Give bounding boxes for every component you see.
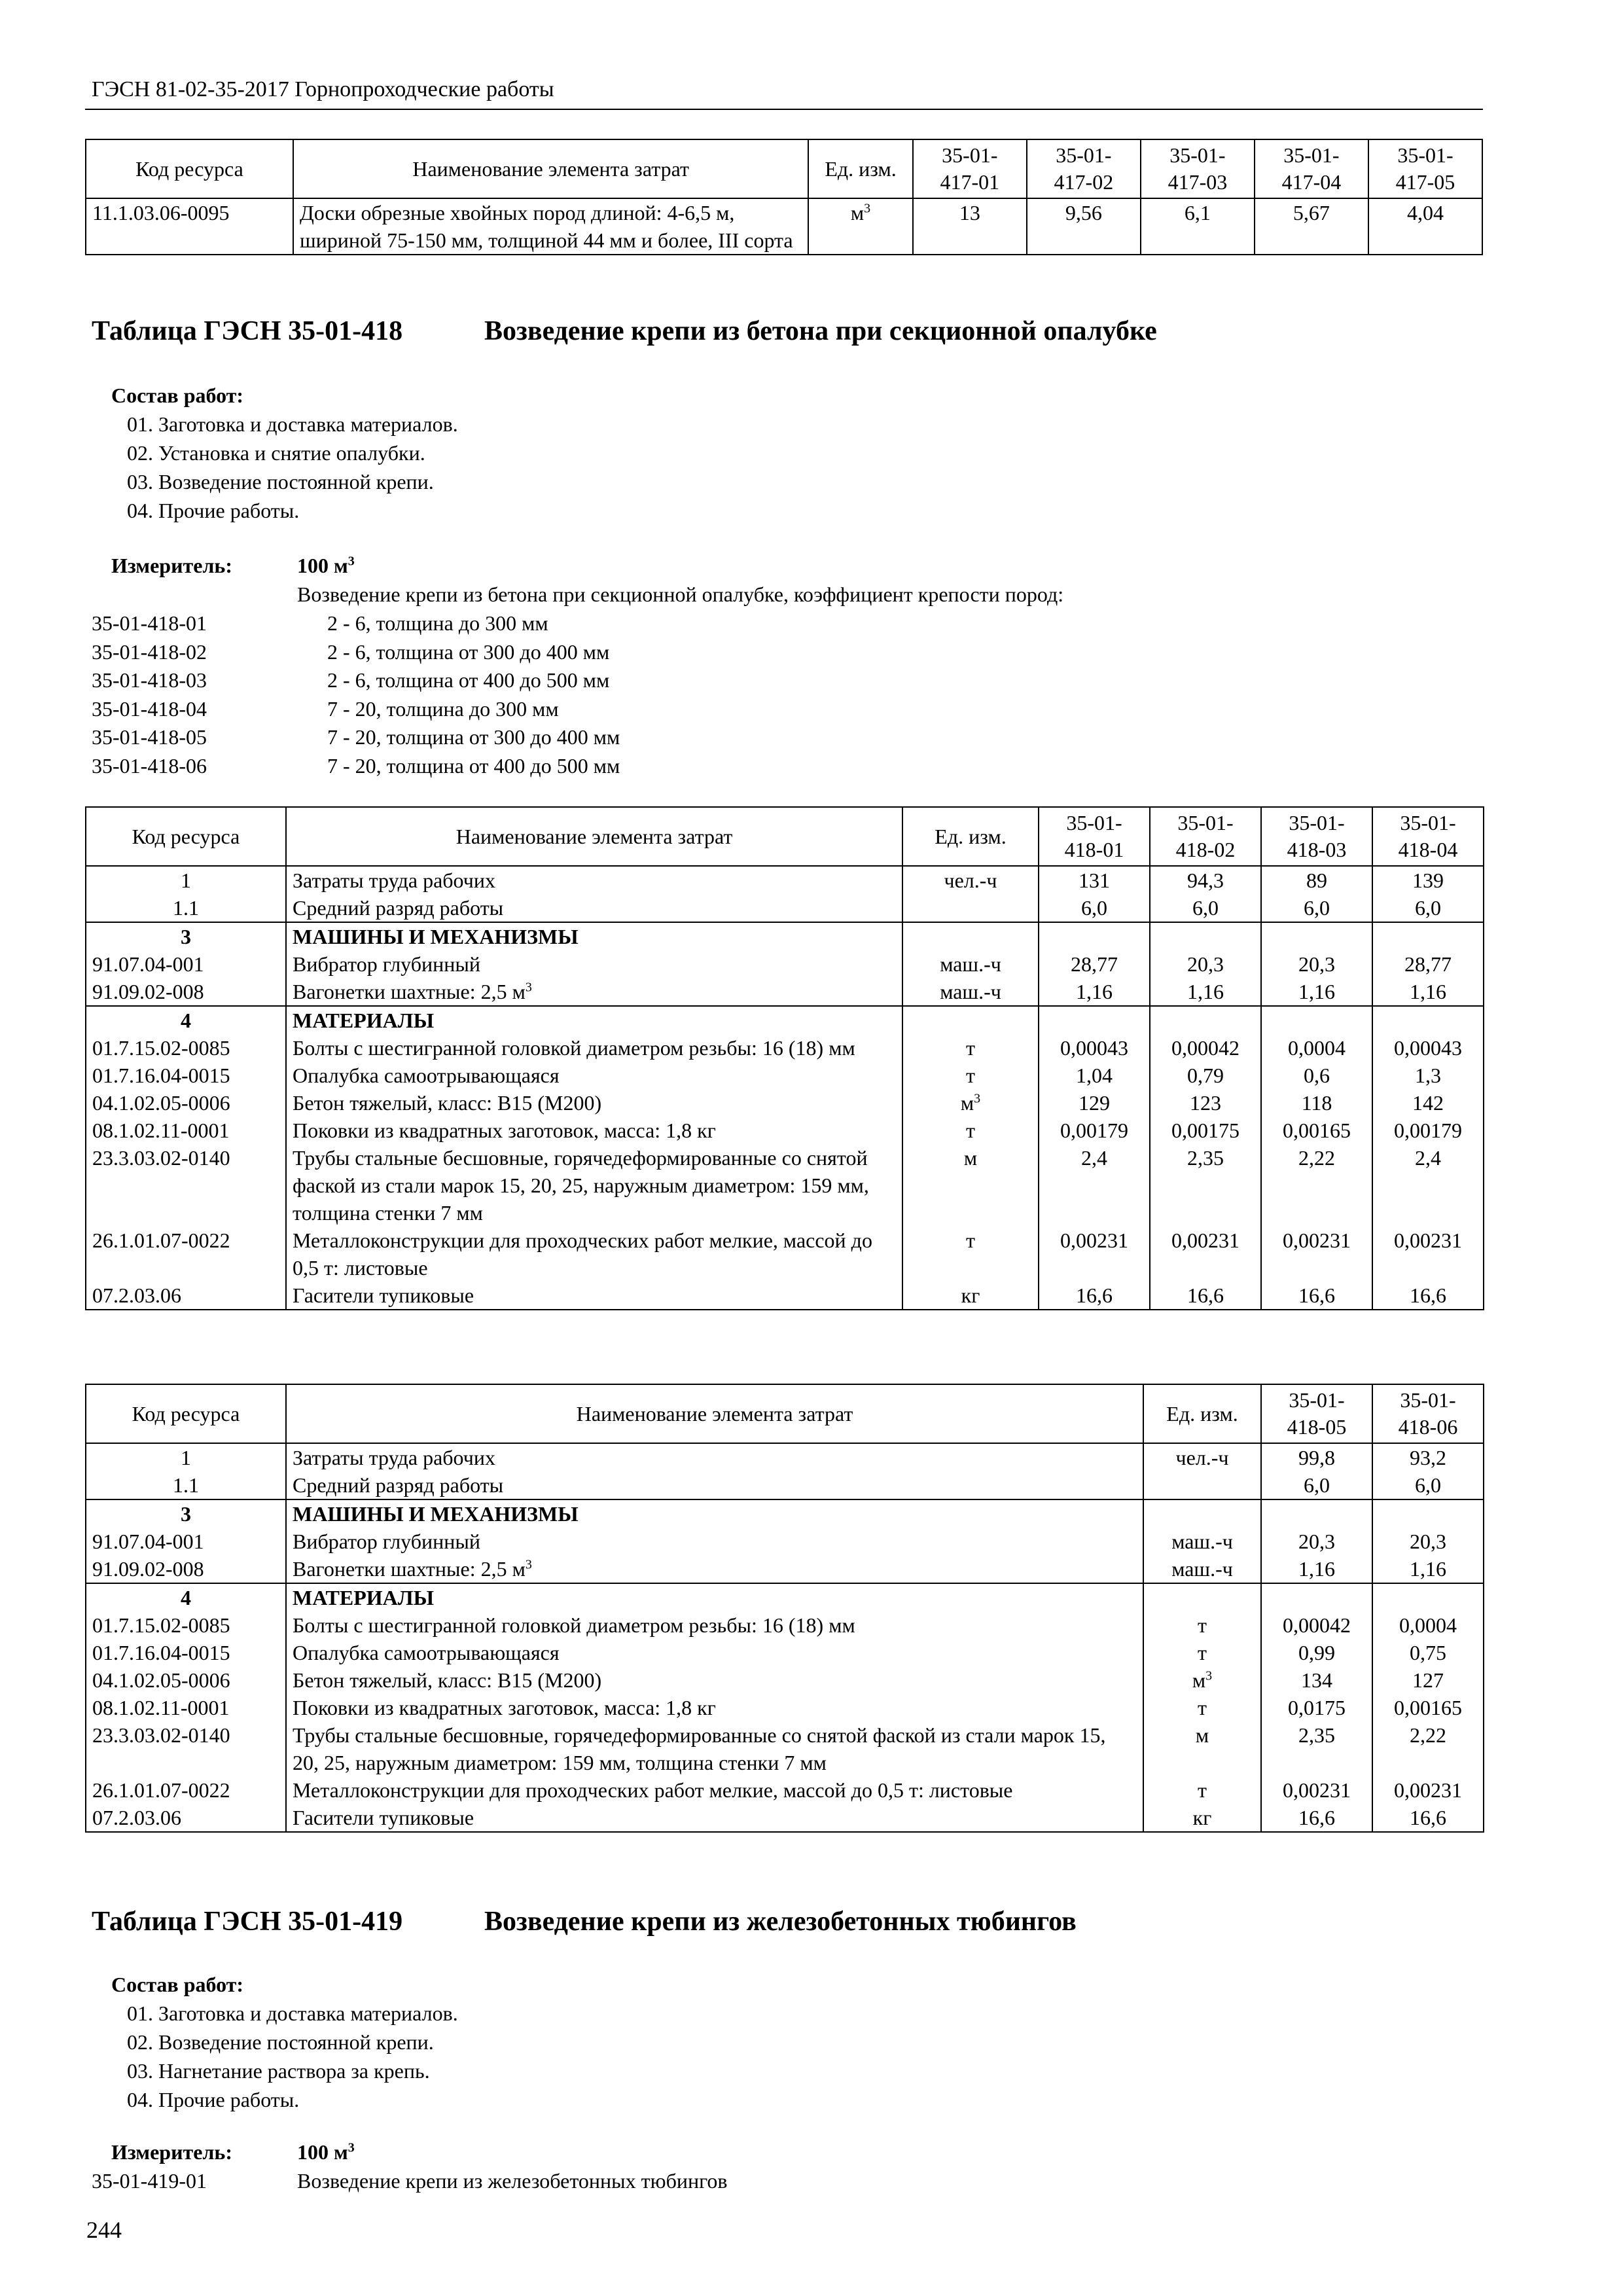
resource-code: 26.1.01.07-0022 [86,1776,286,1804]
norm-value: 123 [1150,1089,1261,1117]
table-row [86,1089,1484,1117]
norm-value: 4,04 [1368,198,1482,255]
meter-value-418: 100 $м^3$ [297,554,355,577]
cost-element-name: Вагонетки шахтные: 2,5 $м^3$ [286,1555,1143,1583]
norm-value [1261,1006,1372,1034]
table-row [86,1471,1484,1499]
unit [902,894,1039,922]
table-418-title [92,315,1157,347]
resource-code: 3 [86,922,286,950]
norm-value: 16,6 [1150,1282,1261,1310]
unit [1143,1583,1261,1611]
table-417-continuation [85,139,1483,255]
unit [902,1006,1039,1034]
unit: кг [902,1282,1039,1310]
norm-value: 2,4 [1039,1144,1150,1227]
cost-element-name: Затраты труда рабочих [286,1443,1143,1471]
table-row [86,866,1484,894]
unit: т [1143,1776,1261,1804]
table-row [86,922,1484,950]
norm-value: 6,0 [1150,894,1261,922]
table-row [86,1528,1484,1555]
resource-code: 1.1 [86,1471,286,1499]
norm-value: 6,1 [1141,198,1255,255]
norm-value: 0,00042 [1150,1034,1261,1062]
unit: кг [1143,1804,1261,1832]
cost-element-name: Доски обрезные хвойных пород длиной: 4-6,5 м, шириной 75-150 мм, толщиной 44 мм и более, III сорта [293,198,808,255]
cost-element-name: Вибратор глубинный [286,1528,1143,1555]
table-row [86,1776,1484,1804]
norm-value: 28,77 [1372,950,1484,978]
table-row [86,894,1484,922]
norm-value: 6,0 [1372,894,1484,922]
norm-value: 131 [1039,866,1150,894]
meter-label-419: Измеритель: [111,2140,232,2164]
table-419-label: Таблица ГЭСН 35-01-419 [92,1907,403,1937]
norm-value: 0,00231 [1150,1227,1261,1282]
item-desc: 2 - 6, толщина от 400 до 500 мм [327,668,610,692]
unit [1143,1471,1261,1499]
norm-value: 0,00165 [1372,1694,1484,1721]
table-row [86,1804,1484,1832]
resource-code: 04.1.02.05-0006 [86,1666,286,1694]
column-header: Наименование элемента затрат [293,139,808,198]
cost-element-name: Опалубка самоотрывающаяся [286,1062,902,1089]
norm-value [1039,1006,1150,1034]
norm-value: 118 [1261,1089,1372,1117]
cost-element-name: Металлоконструкции для проходческих работ мелкие, массой до 0,5 т: листовые [286,1776,1143,1804]
norm-value: 20,3 [1261,950,1372,978]
resource-code: 01.7.15.02-0085 [86,1034,286,1062]
resource-code: 08.1.02.11-0001 [86,1694,286,1721]
norm-value: 134 [1261,1666,1372,1694]
works-heading: Состав работ: [111,384,244,407]
item-desc: 7 - 20, толщина до 300 мм [327,696,559,721]
work-item: 01. Заготовка и доставка материалов. [127,412,458,436]
item-desc: Возведение крепи из железобетонных тюбингов [297,2169,728,2193]
norm-value: 93,2 [1372,1443,1484,1471]
cost-element-name: Поковки из квадратных заготовок, масса: 1,8 кг [286,1117,902,1144]
norm-value: 6,0 [1261,1471,1372,1499]
table-row [86,1694,1484,1721]
header-row [86,807,1484,866]
norm-value: 6,0 [1261,894,1372,922]
resource-code: 11.1.03.06-0095 [86,198,293,255]
norm-value [1372,1499,1484,1528]
table-row [86,1583,1484,1611]
cost-element-name: Средний разряд работы [286,1471,1143,1499]
norm-value: 5,67 [1255,198,1368,255]
unit: т [1143,1611,1261,1639]
works-419 [111,1970,458,2114]
item-code: 35-01-418-01 [92,611,207,635]
resource-code: 26.1.01.07-0022 [86,1227,286,1282]
column-header: 35-01- 417-02 [1027,139,1141,198]
resource-code: 04.1.02.05-0006 [86,1089,286,1117]
running-header: ГЭСН 81-02-35-2017 Горнопроходческие работы [92,77,554,101]
resource-code: 1.1 [86,894,286,922]
cost-element-name: Средний разряд работы [286,894,902,922]
meter-desc-418: Возведение крепи из бетона при секционной опалубке, коэффициент крепости пород: [297,583,1064,606]
column-header: Код ресурса [86,139,293,198]
cost-element-name: Болты с шестигранной головкой диаметром резьбы: 16 (18) мм [286,1034,902,1062]
unit: $м^3$ [1143,1666,1261,1694]
resource-code: 01.7.16.04-0015 [86,1639,286,1666]
norm-value: 0,00231 [1261,1776,1372,1804]
item-code: 35-01-418-06 [92,754,207,778]
table-418-part1 [85,806,1484,1310]
unit: маш.-ч [1143,1528,1261,1555]
norm-value: 0,00231 [1372,1776,1484,1804]
column-header: 35-01- 417-04 [1255,139,1368,198]
norm-value: 9,56 [1027,198,1141,255]
column-header: 35-01- 418-04 [1372,807,1484,866]
resource-code: 91.07.04-001 [86,950,286,978]
item-desc: 7 - 20, толщина от 300 до 400 мм [327,725,620,749]
table-row [86,1144,1484,1227]
column-header: 35-01- 418-01 [1039,807,1150,866]
table-row [86,1611,1484,1639]
norm-value: 0,6 [1261,1062,1372,1089]
resource-code: 07.2.03.06 [86,1282,286,1310]
resource-code: 91.07.04-001 [86,1528,286,1555]
works-418 [111,381,458,525]
norm-value [1261,1499,1372,1528]
works-heading: Состав работ: [111,1973,244,1996]
header-row [86,1384,1484,1443]
norm-value: 0,00165 [1261,1117,1372,1144]
table-row [86,1443,1484,1471]
unit: т [902,1227,1039,1282]
norm-value: 6,0 [1372,1471,1484,1499]
column-header: 35-01- 417-03 [1141,139,1255,198]
unit [1143,1499,1261,1528]
column-header: Код ресурса [86,807,286,866]
table-row [86,1666,1484,1694]
cost-element-name: Вагонетки шахтные: 2,5 $м^3$ [286,978,902,1006]
unit [902,922,1039,950]
page-number: 244 [86,2217,122,2243]
work-item: 02. Установка и снятие опалубки. [127,441,425,465]
table-row [86,1639,1484,1666]
norm-value: 16,6 [1372,1804,1484,1832]
norm-value: 20,3 [1372,1528,1484,1555]
unit: т [1143,1694,1261,1721]
table-419-name: Возведение крепи из железобетонных тюбингов [484,1907,1077,1937]
norm-value: 16,6 [1039,1282,1150,1310]
resource-code: 07.2.03.06 [86,1804,286,1832]
cost-element-name: Вибратор глубинный [286,950,902,978]
column-header: 35-01- 418-06 [1372,1384,1484,1443]
unit: чел.-ч [1143,1443,1261,1471]
cost-element-name: МАШИНЫ И МЕХАНИЗМЫ [286,922,902,950]
cost-element-name: Металлоконструкции для проходческих работ мелкие, массой до 0,5 т: листовые [286,1227,902,1282]
norm-value: 0,00179 [1372,1117,1484,1144]
column-header: Ед. изм. [1143,1384,1261,1443]
norm-value: 1,16 [1372,1555,1484,1583]
unit: чел.-ч [902,866,1039,894]
unit: т [1143,1639,1261,1666]
norm-value: 0,00231 [1261,1227,1372,1282]
norm-value [1150,922,1261,950]
cost-element-name: Затраты труда рабочих [286,866,902,894]
meter-value-419: 100 $м^3$ [297,2140,355,2164]
norm-value: 1,16 [1372,978,1484,1006]
norm-value: 94,3 [1150,866,1261,894]
norm-value [1372,1583,1484,1611]
column-header: Наименование элемента затрат [286,1384,1143,1443]
norm-value: 2,4 [1372,1144,1484,1227]
unit: $м^3$ [808,198,913,255]
item-desc: 2 - 6, толщина до 300 мм [327,611,548,635]
table-row [86,1034,1484,1062]
cost-element-name: МАТЕРИАЛЫ [286,1583,1143,1611]
norm-value: 20,3 [1150,950,1261,978]
column-header: 35-01- 418-02 [1150,807,1261,866]
unit: т [902,1117,1039,1144]
meter-label-418: Измеритель: [111,554,232,577]
header-row [86,139,1482,198]
cost-element-name: Бетон тяжелый, класс: В15 (М200) [286,1666,1143,1694]
resource-code: 23.3.03.02-0140 [86,1721,286,1776]
norm-value: 99,8 [1261,1443,1372,1471]
table-row [86,1062,1484,1089]
table-row [86,1117,1484,1144]
norm-value: 2,35 [1261,1721,1372,1776]
norm-value: 0,0175 [1261,1694,1372,1721]
norm-value: 0,99 [1261,1639,1372,1666]
cost-element-name: Трубы стальные бесшовные, горячедеформированные со снятой фаской из стали марок 15, 20, 25, наружным диаметром: 159 мм, толщина стенки 7 мм [286,1144,902,1227]
norm-value: 16,6 [1372,1282,1484,1310]
table-row [86,1721,1484,1776]
table-418-label: Таблица ГЭСН 35-01-418 [92,316,403,346]
norm-value: 0,00179 [1039,1117,1150,1144]
work-item: 01. Заготовка и доставка материалов. [127,2001,458,2025]
norm-value [1372,922,1484,950]
work-item: 03. Возведение постоянной крепи. [127,470,434,493]
unit: маш.-ч [902,950,1039,978]
table-row [86,1227,1484,1282]
norm-value: 0,00042 [1261,1611,1372,1639]
table-row [86,1555,1484,1583]
item-code: 35-01-419-01 [92,2169,207,2193]
column-header: 35-01- 417-01 [913,139,1027,198]
work-item: 04. Прочие работы. [127,2088,300,2111]
table-row [86,198,1482,255]
norm-value: 0,79 [1150,1062,1261,1089]
item-code: 35-01-418-04 [92,696,207,721]
norm-value: 139 [1372,866,1484,894]
norm-value: 0,00043 [1372,1034,1484,1062]
unit: маш.-ч [1143,1555,1261,1583]
resource-code: 91.09.02-008 [86,1555,286,1583]
column-header: 35-01- 418-03 [1261,807,1372,866]
resource-code: 1 [86,866,286,894]
norm-value: 13 [913,198,1027,255]
norm-value: 1,16 [1261,978,1372,1006]
item-desc: 2 - 6, толщина от 300 до 400 мм [327,639,610,664]
table-row [86,1006,1484,1034]
resource-code: 23.3.03.02-0140 [86,1144,286,1227]
norm-value: 0,00043 [1039,1034,1150,1062]
norm-value: 16,6 [1261,1804,1372,1832]
cost-element-name: Опалубка самоотрывающаяся [286,1639,1143,1666]
norm-value: 0,00231 [1039,1227,1150,1282]
resource-code: 3 [86,1499,286,1528]
table-419-title [92,1906,1077,1937]
header-rule [85,109,1483,110]
table-row [86,1282,1484,1310]
unit: т [902,1034,1039,1062]
norm-value: 129 [1039,1089,1150,1117]
unit: $м^3$ [902,1089,1039,1117]
resource-code: 4 [86,1583,286,1611]
norm-value: 1,04 [1039,1062,1150,1089]
norm-value: 0,0004 [1372,1611,1484,1639]
cost-element-name: Гасители тупиковые [286,1804,1143,1832]
cost-element-name: Бетон тяжелый, класс: В15 (М200) [286,1089,902,1117]
norm-value [1372,1006,1484,1034]
norm-value: 28,77 [1039,950,1150,978]
norm-value [1261,922,1372,950]
norm-value: 0,00175 [1150,1117,1261,1144]
item-code: 35-01-418-05 [92,725,207,749]
column-header: Ед. изм. [808,139,913,198]
work-item: 04. Прочие работы. [127,499,300,522]
resource-code: 01.7.15.02-0085 [86,1611,286,1639]
norm-value: 2,35 [1150,1144,1261,1227]
work-item: 02. Возведение постоянной крепи. [127,2030,434,2054]
item-desc: 7 - 20, толщина от 400 до 500 мм [327,754,620,778]
norm-value: 0,75 [1372,1639,1484,1666]
resource-code: 1 [86,1443,286,1471]
unit: м [1143,1721,1261,1776]
cost-element-name: Болты с шестигранной головкой диаметром резьбы: 16 (18) мм [286,1611,1143,1639]
resource-code: 01.7.16.04-0015 [86,1062,286,1089]
cost-element-name: Поковки из квадратных заготовок, масса: 1,8 кг [286,1694,1143,1721]
column-header: 35-01- 418-05 [1261,1384,1372,1443]
unit: маш.-ч [902,978,1039,1006]
unit: т [902,1062,1039,1089]
column-header: 35-01- 417-05 [1368,139,1482,198]
table-row [86,978,1484,1006]
norm-value: 0,00231 [1372,1227,1484,1282]
unit: м [902,1144,1039,1227]
norm-value [1039,922,1150,950]
cost-element-name: Трубы стальные бесшовные, горячедеформированные со снятой фаской из стали марок 15, 20, 25, наружным диаметром: 159 мм, толщина стенки 7 мм [286,1721,1143,1776]
norm-value: 2,22 [1372,1721,1484,1776]
norm-value: 1,3 [1372,1062,1484,1089]
resource-code: 4 [86,1006,286,1034]
resource-code: 91.09.02-008 [86,978,286,1006]
norm-value: 2,22 [1261,1144,1372,1227]
cost-element-name: МАТЕРИАЛЫ [286,1006,902,1034]
table-row [86,950,1484,978]
table-row [86,1499,1484,1528]
cost-element-name: Гасители тупиковые [286,1282,902,1310]
norm-value: 0,0004 [1261,1034,1372,1062]
norm-value: 1,16 [1039,978,1150,1006]
table-418-part2 [85,1384,1484,1833]
column-header: Код ресурса [86,1384,286,1443]
norm-value: 89 [1261,866,1372,894]
cost-element-name: МАШИНЫ И МЕХАНИЗМЫ [286,1499,1143,1528]
norm-value: 1,16 [1150,978,1261,1006]
norm-value: 1,16 [1261,1555,1372,1583]
resource-code: 08.1.02.11-0001 [86,1117,286,1144]
norm-value [1150,1006,1261,1034]
work-item: 03. Нагнетание раствора за крепь. [127,2059,430,2083]
norm-value: 6,0 [1039,894,1150,922]
norm-value: 16,6 [1261,1282,1372,1310]
norm-value: 20,3 [1261,1528,1372,1555]
column-header: Ед. изм. [902,807,1039,866]
item-code: 35-01-418-02 [92,639,207,664]
column-header: Наименование элемента затрат [286,807,902,866]
table-418-name: Возведение крепи из бетона при секционной опалубке [484,316,1157,346]
norm-value: 142 [1372,1089,1484,1117]
item-code: 35-01-418-03 [92,668,207,692]
norm-value: 127 [1372,1666,1484,1694]
norm-value [1261,1583,1372,1611]
